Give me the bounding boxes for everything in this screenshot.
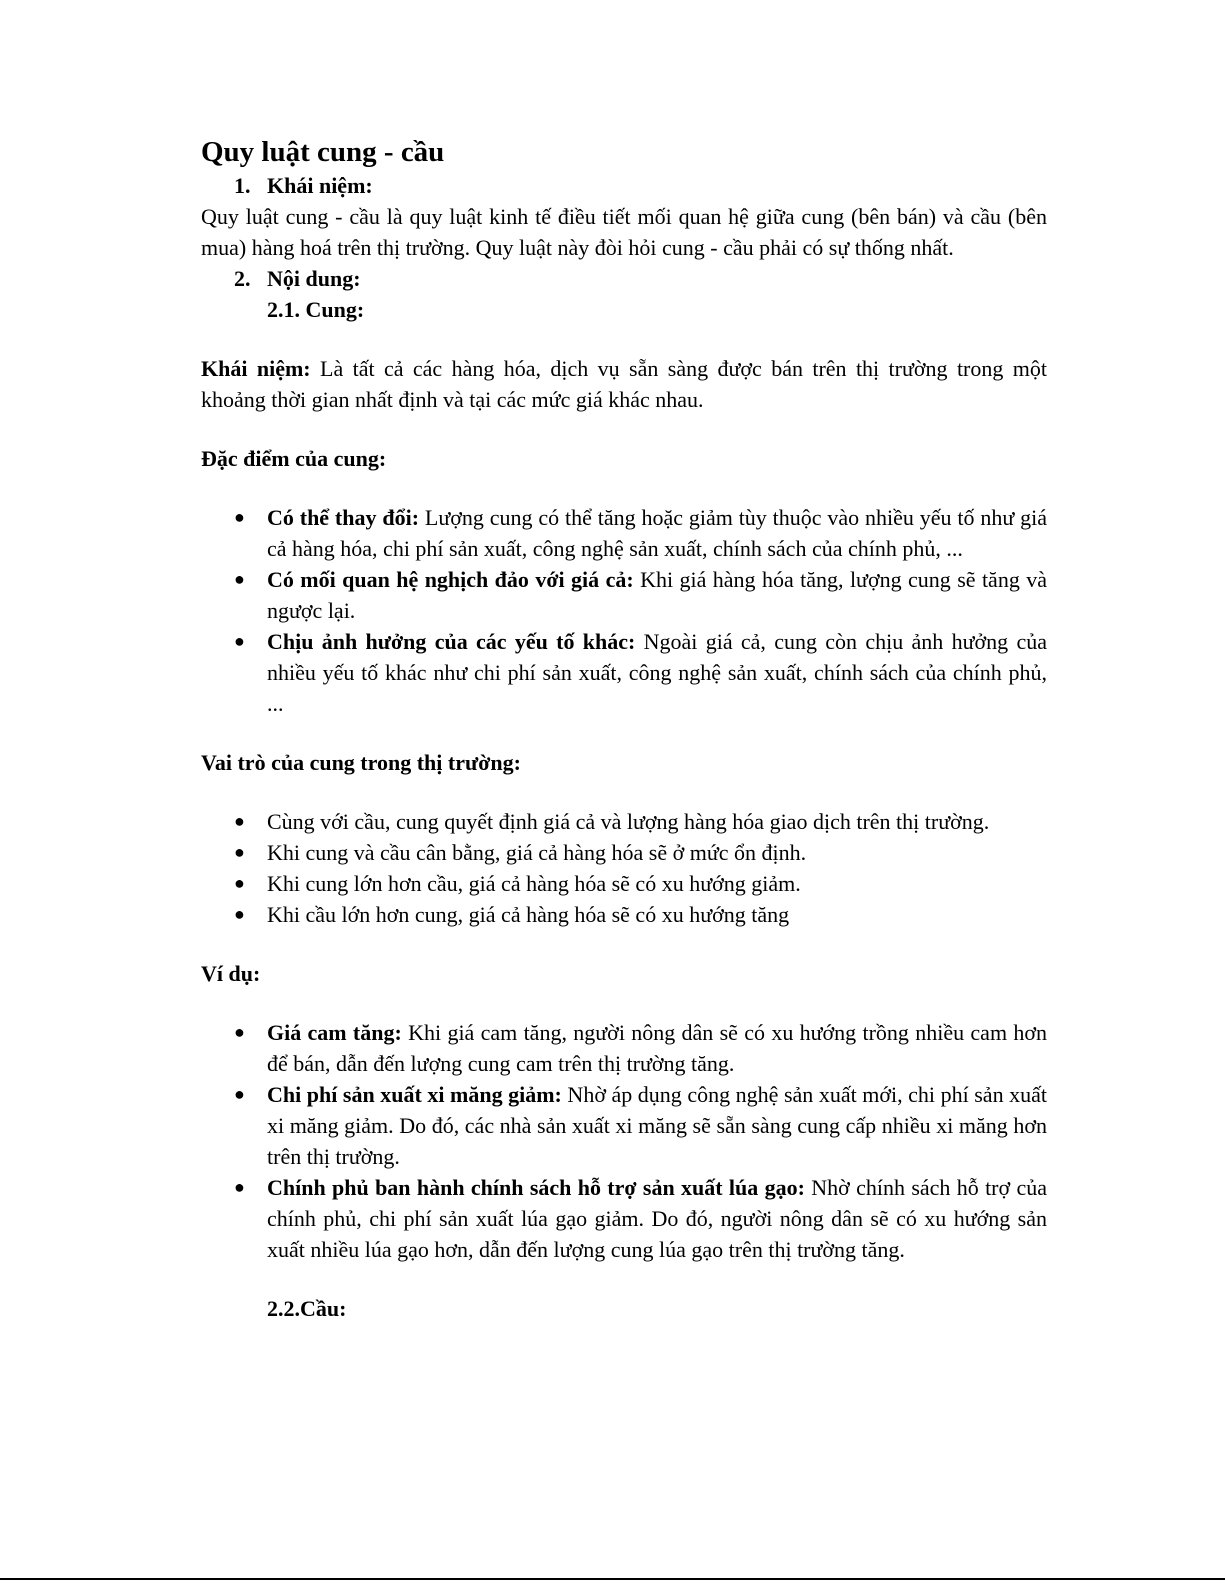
section-2-label: Nội dung: bbox=[267, 266, 361, 291]
bullet-icon: ● bbox=[234, 569, 245, 589]
features-heading: Đặc điểm của cung: bbox=[201, 446, 387, 471]
list-item: ● Chính phủ ban hành chính sách hỗ trợ sản xuất lúa gạo: Nhờ chính sách hỗ trợ của chính phủ, chi phí sản xuất lúa gạo giảm. Do đó, người nông dân sẽ có xu hướng sản xuất nhiều lúa gạo hơn, dẫn đến lượng cung lúa gạo trên thị trường tăng. bbox=[201, 1172, 1047, 1265]
roles-list bbox=[201, 806, 1047, 930]
section-2-number: 2. bbox=[234, 266, 251, 291]
document-page bbox=[201, 134, 1047, 1324]
section-1-number: 1. bbox=[234, 173, 251, 198]
subsection-2-2-heading: 2.2.Cầu: bbox=[267, 1296, 347, 1321]
list-item: ● Có mối quan hệ nghịch đảo với giá cả: Khi giá hàng hóa tăng, lượng cung sẽ tăng và ngược lại. bbox=[201, 564, 1047, 626]
subsection-2-1-heading: 2.1. Cung: bbox=[267, 297, 365, 322]
list-item: ● Cùng với cầu, cung quyết định giá cả và lượng hàng hóa giao dịch trên thị trường. bbox=[201, 806, 1047, 837]
list-item: ● Chi phí sản xuất xi măng giảm: Nhờ áp dụng công nghệ sản xuất mới, chi phí sản xuất xi măng giảm. Do đó, các nhà sản xuất xi măng sẽ sẵn sàng cung cấp nhiều xi măng hơn trên thị trường. bbox=[201, 1079, 1047, 1172]
bullet-icon: ● bbox=[234, 1022, 245, 1042]
list-item: ● Khi cầu lớn hơn cung, giá cả hàng hóa sẽ có xu hướng tăng bbox=[201, 899, 1047, 930]
list-item: ● Chịu ảnh hưởng của các yếu tố khác: Ngoài giá cả, cung còn chịu ảnh hưởng của nhiều yếu tố khác như chi phí sản xuất, công nghệ sản xuất, chính sách của chính phủ, ... bbox=[201, 626, 1047, 719]
list-item: ● Khi cung lớn hơn cầu, giá cả hàng hóa sẽ có xu hướng giảm. bbox=[201, 868, 1047, 899]
section-1-text: Quy luật cung - cầu là quy luật kinh tế điều tiết mối quan hệ giữa cung (bên bán) và cầu (bên mua) hàng hoá trên thị trường. Quy luật này đòi hỏi cung - cầu phải có sự thống nhất. bbox=[201, 204, 1047, 260]
supply-concept-label: Khái niệm: bbox=[201, 356, 311, 381]
example-heading: Ví dụ: bbox=[201, 961, 261, 986]
section-1-heading bbox=[201, 170, 1047, 201]
bullet-icon: ● bbox=[234, 842, 245, 862]
bullet-icon: ● bbox=[234, 811, 245, 831]
bullet-icon: ● bbox=[234, 1177, 245, 1197]
role-heading: Vai trò của cung trong thị trường: bbox=[201, 750, 521, 775]
features-list bbox=[201, 502, 1047, 719]
bullet-icon: ● bbox=[234, 507, 245, 527]
bullet-icon: ● bbox=[234, 1084, 245, 1104]
section-1-label: Khái niệm: bbox=[267, 173, 373, 198]
bullet-icon: ● bbox=[234, 904, 245, 924]
supply-concept-paragraph bbox=[201, 353, 1047, 415]
list-item: ● Có thể thay đổi: Lượng cung có thể tăng hoặc giảm tùy thuộc vào nhiều yếu tố như giá cả hàng hóa, chi phí sản xuất, công nghệ sản xuất, chính sách của chính phủ, ... bbox=[201, 502, 1047, 564]
page-bottom-edge bbox=[0, 1578, 1225, 1580]
list-item: ● Giá cam tăng: Khi giá cam tăng, người nông dân sẽ có xu hướng trồng nhiều cam hơn để bán, dẫn đến lượng cung cam trên thị trường tăng. bbox=[201, 1017, 1047, 1079]
document-title: Quy luật cung - cầu bbox=[201, 136, 445, 168]
list-item: ● Khi cung và cầu cân bằng, giá cả hàng hóa sẽ ở mức ổn định. bbox=[201, 837, 1047, 868]
supply-concept-text: Là tất cả các hàng hóa, dịch vụ sẵn sàng được bán trên thị trường trong một khoảng thời gian nhất định và tại các mức giá khác nhau. bbox=[201, 356, 1047, 412]
bullet-icon: ● bbox=[234, 873, 245, 893]
section-2-heading bbox=[201, 263, 1047, 294]
bullet-icon: ● bbox=[234, 631, 245, 651]
examples-list bbox=[201, 1017, 1047, 1265]
